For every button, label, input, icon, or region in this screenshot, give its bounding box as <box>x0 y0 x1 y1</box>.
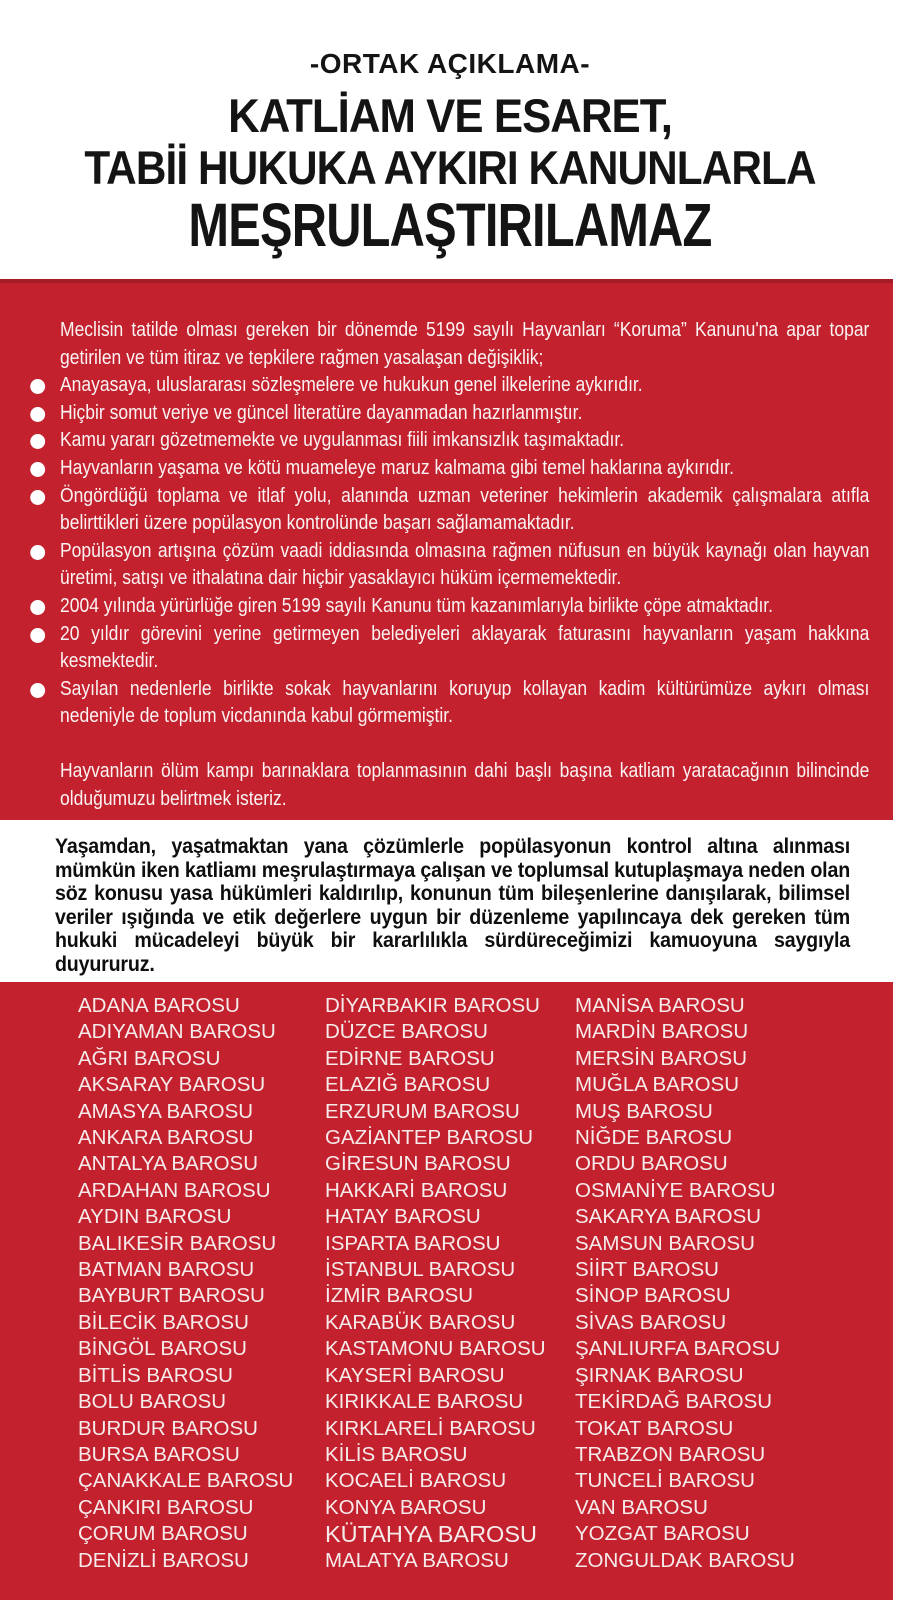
signatory-item: KÜTAHYA BAROSU <box>325 1521 537 1548</box>
signatory-item: TEKİRDAĞ BAROSU <box>575 1390 773 1414</box>
statement-text-block <box>60 317 869 813</box>
signatory-item: KIRKLARELİ BAROSU <box>325 1416 536 1440</box>
signatory-item: ORDU BAROSU <box>575 1152 728 1176</box>
signatory-item: SİNOP BAROSU <box>575 1284 731 1308</box>
signatory-item: SAKARYA BAROSU <box>575 1205 762 1229</box>
signatory-item: ADANA BAROSU <box>78 994 240 1017</box>
signatory-item: AYDIN BAROSU <box>78 1205 232 1229</box>
signatory-item: HAKKARİ BAROSU <box>325 1178 508 1202</box>
signatory-item: HATAY BAROSU <box>325 1205 481 1229</box>
objection-item: Popülasyon artışına çözüm vaadi iddiasında olmasına rağmen nüfusun en büyük kaynağı olan hayvan üretimi, satışı ve ithalatına dair hiçbir yasaklayıcı hüküm içermemektedir. <box>60 538 869 593</box>
objection-item: 2004 yılında yürürlüğe giren 5199 sayılı Kanunu tüm kazanımlarıyla birlikte çöpe atmaktadır. <box>60 593 869 621</box>
signatory-item: SİİRT BAROSU <box>575 1258 719 1282</box>
kicker-text: -ORTAK AÇIKLAMA- <box>309 48 591 79</box>
signatory-item: NİĞDE BAROSU <box>575 1126 733 1150</box>
objection-item: 20 yıldır görevini yerine getirmeyen belediyeleri aklayarak faturasını hayvanların yaşam hakkına kesmektedir. <box>60 621 869 676</box>
signatory-item: GAZİANTEP BAROSU <box>325 1126 534 1150</box>
signatory-item: BİLECİK BAROSU <box>78 1310 249 1334</box>
title-line-2: TABİİ HUKUKA AYKIRI KANUNLARLA <box>84 141 816 194</box>
resolution-text: Yaşamdan, yaşatmaktan yana çözümlerle popülasyonun kontrol altına alınması mümkün iken katliamı meşrulaştırmaya çalışan ve toplumsal kutuplaşmaya neden olan söz konusu yasa hükümleri kaldırılıp, konunun tüm bileşenlerine danışılarak, bilimsel veriler ışığında ve etik değerlere uygun bir düzenleme yapılıncaya dek gereken tüm hukuki mücadeleyi büyük bir kararlılıkla sürdüreceğimizi kamuoyuna saygıyla duyururuz. <box>55 835 851 976</box>
signatory-item: KONYA BAROSU <box>325 1495 487 1519</box>
signatory-item: SAMSUN BAROSU <box>575 1231 755 1255</box>
signatory-item: TOKAT BAROSU <box>575 1416 734 1440</box>
signatory-item: TUNCELİ BAROSU <box>575 1469 755 1493</box>
signatory-item: DÜZCE BAROSU <box>325 1020 488 1044</box>
signatory-item: MERSİN BAROSU <box>575 1046 747 1070</box>
signatory-item: OSMANİYE BAROSU <box>575 1178 776 1202</box>
signatory-item: AĞRI BAROSU <box>78 1046 221 1070</box>
signatory-item: ELAZIĞ BAROSU <box>325 1073 491 1097</box>
signatory-item: YOZGAT BAROSU <box>575 1522 750 1546</box>
signatory-item: ŞIRNAK BAROSU <box>575 1363 744 1387</box>
signatory-item: ANTALYA BAROSU <box>78 1152 258 1176</box>
signatory-item: ÇORUM BAROSU <box>78 1522 248 1546</box>
signatory-item: İSTANBUL BAROSU <box>325 1258 516 1282</box>
signatory-item: ÇANKIRI BAROSU <box>78 1495 254 1519</box>
statement-section <box>0 279 893 820</box>
signatory-item: ERZURUM BAROSU <box>325 1099 520 1123</box>
signatory-column-3 <box>575 993 893 1574</box>
signatory-item: ANKARA BAROSU <box>78 1126 254 1150</box>
signatory-item: BALIKESİR BAROSU <box>78 1231 277 1255</box>
statement-intro: Meclisin tatilde olması gereken bir dönemde 5199 sayılı Hayvanları “Koruma” Kanunu'na apar topar getirilen ve tüm itiraz ve tepkilere rağmen yasalaşan değişiklik; <box>60 319 870 369</box>
objection-item: Hayvanların yaşama ve kötü muameleye maruz kalmama gibi temel haklarına aykırıdır. <box>60 455 869 483</box>
signatory-item: KOCAELİ BAROSU <box>325 1469 507 1493</box>
signatory-item: MUĞLA BAROSU <box>575 1073 740 1097</box>
objection-item: Hiçbir somut veriye ve güncel literatüre dayanmadan hazırlanmıştır. <box>60 400 869 428</box>
signatory-column-1 <box>78 993 325 1574</box>
signatory-item: ARDAHAN BAROSU <box>78 1178 271 1202</box>
signatory-item: SİVAS BAROSU <box>575 1310 727 1334</box>
signatory-item: BİNGÖL BAROSU <box>78 1337 247 1361</box>
main-title <box>0 89 900 259</box>
signatory-item: MANİSA BAROSU <box>575 994 745 1017</box>
statement-closing: Hayvanların ölüm kampı barınaklara toplanmasının dahi başlı başına katliam yaratacağının bilincinde olduğumuzu belirtmek isteriz. <box>60 759 870 810</box>
signatory-item: TRABZON BAROSU <box>575 1442 766 1466</box>
signatory-item: ÇANAKKALE BAROSU <box>78 1469 294 1493</box>
signatory-item: İZMİR BAROSU <box>325 1284 474 1308</box>
signatory-item: DENİZLİ BAROSU <box>78 1548 249 1572</box>
objection-item: Kamu yararı gözetmemekte ve uygulanması fiili imkansızlık taşımaktadır. <box>60 427 869 455</box>
signatory-item: AMASYA BAROSU <box>78 1099 254 1123</box>
signatory-item: MARDİN BAROSU <box>575 1020 749 1044</box>
signatory-item: ISPARTA BAROSU <box>325 1231 501 1255</box>
title-line-1: KATLİAM VE ESARET, <box>228 89 672 142</box>
signatory-item: KİLİS BAROSU <box>325 1442 468 1466</box>
signatory-item: AKSARAY BAROSU <box>78 1073 266 1097</box>
signatory-item: KARABÜK BAROSU <box>325 1310 516 1334</box>
signatory-item: BAYBURT BAROSU <box>78 1284 265 1308</box>
signatory-item: ZONGULDAK BAROSU <box>575 1548 795 1572</box>
signatory-item: BURSA BAROSU <box>78 1442 240 1466</box>
signatory-item: KASTAMONU BAROSU <box>325 1337 546 1361</box>
signatory-item: KAYSERİ BAROSU <box>325 1363 505 1387</box>
signatory-item: BATMAN BAROSU <box>78 1258 255 1282</box>
objection-item: Sayılan nedenlerle birlikte sokak hayvanlarını koruyup kollayan kadim kültürümüze aykırı olması nedeniyle de toplum vicdanında kabul görmemiştir. <box>60 676 869 731</box>
signatories-section <box>0 982 893 1600</box>
title-line-3: MEŞRULAŞTIRILAMAZ <box>188 191 712 259</box>
signatory-item: EDİRNE BAROSU <box>325 1046 495 1070</box>
resolution-section <box>0 820 900 982</box>
signatory-item: MALATYA BAROSU <box>325 1548 509 1572</box>
signatory-item: DİYARBAKIR BAROSU <box>325 994 540 1017</box>
objection-item: Anayasaya, uluslararası sözleşmelere ve hukukun genel ilkelerine aykırıdır. <box>60 372 869 400</box>
signatory-columns <box>78 993 893 1574</box>
signatory-column-2 <box>325 993 575 1574</box>
signatory-item: GİRESUN BAROSU <box>325 1152 511 1176</box>
signatory-item: ADIYAMAN BAROSU <box>78 1020 276 1044</box>
objection-item: Öngördüğü toplama ve itlaf yolu, alanında uzman veteriner hekimlerin akademik çalışmalara atıfla belirttikleri üzere popülasyon kontrolünde başarı sağlamamaktadır. <box>60 483 869 538</box>
signatory-item: ŞANLIURFA BAROSU <box>575 1337 781 1361</box>
header <box>0 0 900 279</box>
signatory-item: BURDUR BAROSU <box>78 1416 258 1440</box>
signatory-item: BOLU BAROSU <box>78 1390 227 1414</box>
signatory-item: MUŞ BAROSU <box>575 1099 713 1123</box>
signatory-item: BİTLİS BAROSU <box>78 1363 233 1387</box>
signatory-item: VAN BAROSU <box>575 1495 708 1519</box>
objection-list <box>60 372 869 731</box>
signatory-item: KIRIKKALE BAROSU <box>325 1390 524 1414</box>
